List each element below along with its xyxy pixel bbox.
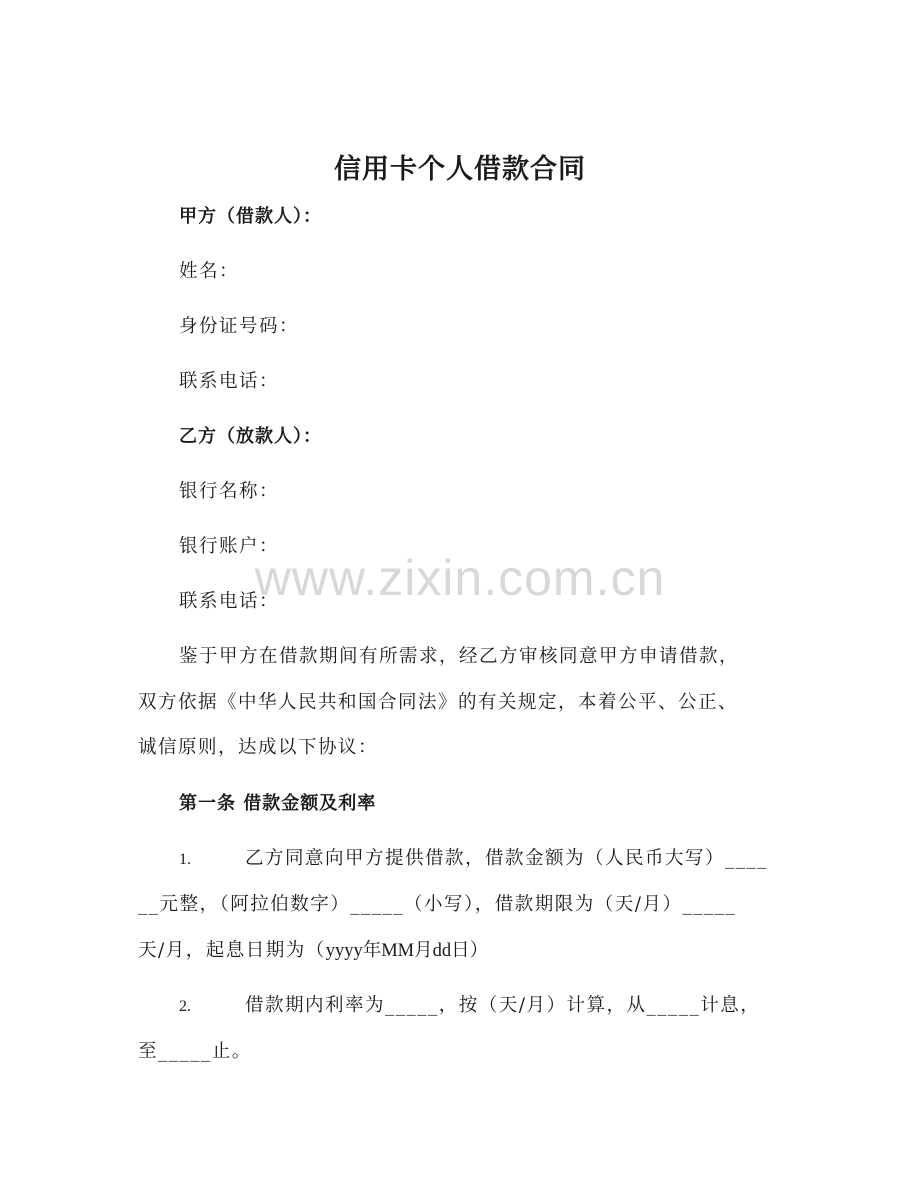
item-1-line-3-start: 天/月，起息日期为（ (138, 940, 326, 961)
article-1-item-1-line-3 (138, 937, 490, 965)
watermark: www.zixin.com.cn (254, 550, 666, 606)
item-1-number: 1. (179, 851, 191, 868)
party-b-heading: 乙方（放款人）： (179, 426, 322, 447)
document-title: 信用卡个人借款合同 (334, 154, 586, 185)
article-1-heading: 第一条 借款金额及利率 (179, 793, 377, 814)
party-a-name-label: 姓名： (179, 261, 240, 282)
party-a-heading: 甲方（借款人）： (179, 206, 322, 227)
article-1-item-2-line-2: 至_____止。 (138, 1041, 252, 1062)
party-b-bank-account-label: 银行账户： (179, 536, 280, 557)
item-1-line-3-end: ） (469, 940, 490, 961)
party-a-phone-label: 联系电话： (179, 371, 280, 392)
item-2-number: 2. (179, 998, 191, 1015)
party-b-phone-label: 联系电话： (179, 591, 280, 612)
article-1-item-1-line-2: __元整，（阿拉伯数字）_____（小写），借款期限为（天/月）_____ (138, 894, 737, 915)
preamble-line-3: 诚信原则，达成以下协议： (138, 737, 379, 758)
party-a-id-label: 身份证号码： (179, 316, 300, 337)
article-1-item-2-line-1 (179, 992, 760, 1021)
party-b-bank-name-label: 银行名称： (179, 481, 280, 502)
date-format-placeholder: yyyy年MM月dd日 (325, 941, 470, 961)
item-1-text-line-1: 乙方同意向甲方提供借款，借款金额为（人民币大写）____ (245, 848, 769, 869)
preamble-line-1: 鉴于甲方在借款期间有所需求，经乙方审核同意甲方申请借款， (179, 646, 740, 667)
item-2-text-line-1: 借款期内利率为_____，按（天/月）计算，从_____计息， (245, 995, 761, 1016)
article-1-item-1-line-1 (179, 845, 768, 874)
preamble-line-2: 双方依据《中华人民共和国合同法》的有关规定，本着公平、公正、 (138, 692, 739, 713)
